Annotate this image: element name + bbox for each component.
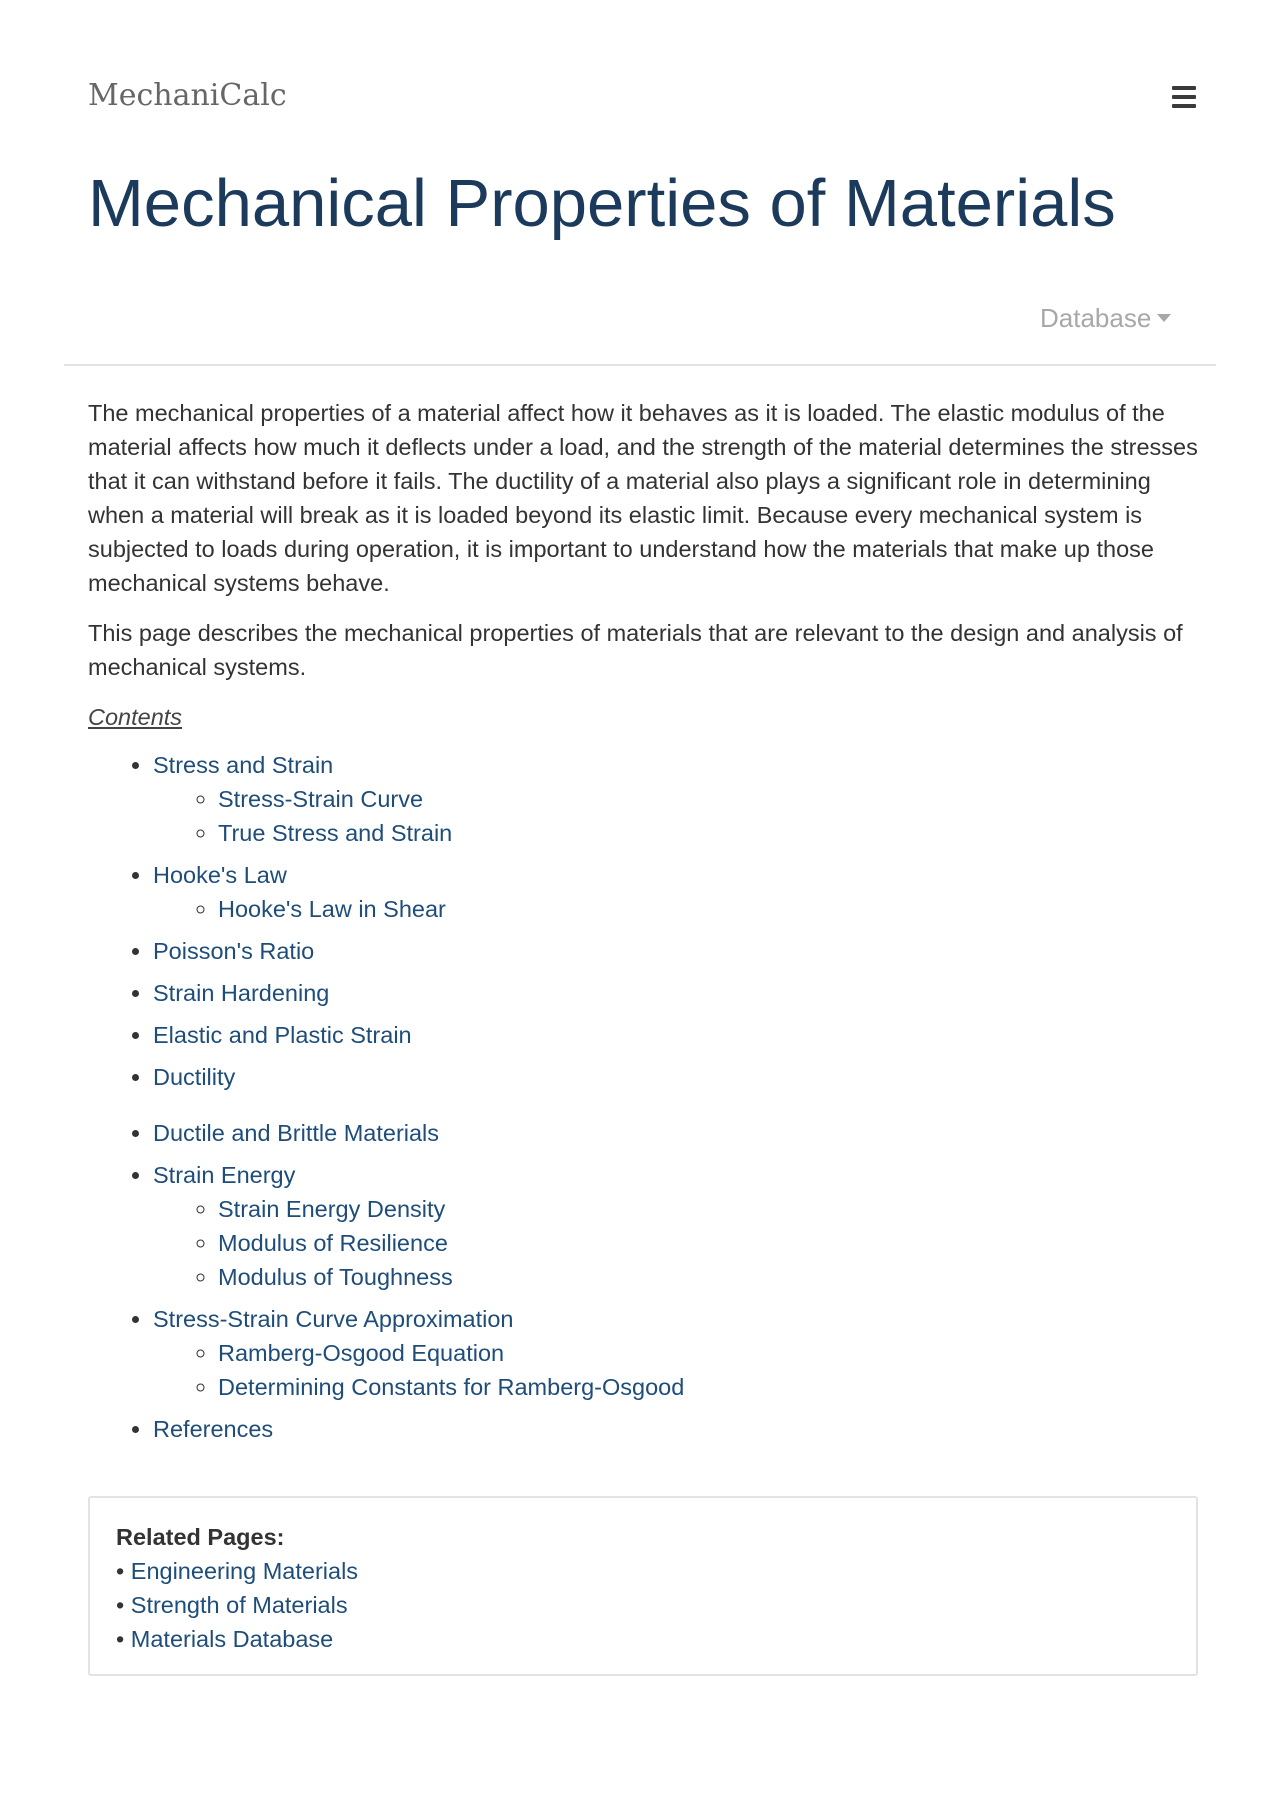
- menu-bar: [1172, 95, 1196, 99]
- toc-link-stress-strain-curve[interactable]: Stress-Strain Curve: [218, 786, 424, 812]
- toc-link-modulus-of-toughness[interactable]: Modulus of Toughness: [218, 1264, 453, 1290]
- toc-link-hookes-law[interactable]: Hooke's Law: [153, 862, 287, 888]
- database-dropdown[interactable]: [1040, 300, 1171, 336]
- toc-subitem: [218, 1370, 1198, 1404]
- caret-down-icon: [1157, 314, 1171, 322]
- related-page-item: [116, 1588, 1170, 1622]
- toc-item: [153, 748, 1198, 850]
- brand-logo[interactable]: MechaniCalc: [88, 78, 287, 113]
- menu-bar: [1172, 86, 1196, 90]
- page-title: Mechanical Properties of Materials: [88, 166, 1116, 241]
- toc-link-strain-energy[interactable]: Strain Energy: [153, 1162, 296, 1188]
- table-of-contents: [88, 748, 1198, 1446]
- toc-link-elastic-and-plastic-strain[interactable]: Elastic and Plastic Strain: [153, 1022, 412, 1048]
- hamburger-menu-icon[interactable]: [1165, 80, 1203, 114]
- toc-sublist: [153, 1336, 1198, 1404]
- toc-item: [153, 1018, 1198, 1052]
- contents-heading: Contents: [88, 704, 183, 730]
- toc-link-strain-hardening[interactable]: Strain Hardening: [153, 980, 330, 1006]
- toc-link-strain-energy-density[interactable]: Strain Energy Density: [218, 1196, 446, 1222]
- toc-link-ductile-and-brittle-materials[interactable]: Ductile and Brittle Materials: [153, 1120, 440, 1146]
- toc-item: [153, 1412, 1198, 1446]
- toc-item: [153, 1116, 1198, 1150]
- related-link-materials-database[interactable]: Materials Database: [130, 1626, 334, 1652]
- toc-link-references[interactable]: References: [153, 1416, 274, 1442]
- toc-subitem: [218, 1260, 1198, 1294]
- related-link-strength-of-materials[interactable]: Strength of Materials: [130, 1592, 348, 1618]
- toc-link-determining-constants-ramberg-osgood[interactable]: Determining Constants for Ramberg-Osgood: [218, 1374, 685, 1400]
- related-page-item: [116, 1554, 1170, 1588]
- toc-item: [153, 1060, 1198, 1094]
- toc-link-stress-and-strain[interactable]: Stress and Strain: [153, 752, 334, 778]
- related-page-item: [116, 1622, 1170, 1656]
- toc-link-ductility[interactable]: Ductility: [153, 1064, 236, 1090]
- toc-subitem: [218, 1336, 1198, 1370]
- toc-item: [153, 976, 1198, 1010]
- menu-bar: [1172, 104, 1196, 108]
- related-link-engineering-materials[interactable]: Engineering Materials: [130, 1558, 359, 1584]
- toc-item: [153, 858, 1198, 926]
- toc-subitem: [218, 892, 1198, 926]
- toc-link-poissons-ratio[interactable]: Poisson's Ratio: [153, 938, 315, 964]
- toc-subitem: [218, 782, 1198, 816]
- database-dropdown-label: Database: [1040, 303, 1152, 333]
- toc-subitem: [218, 816, 1198, 850]
- toc-item: [153, 1302, 1198, 1404]
- toc-item: [153, 934, 1198, 968]
- toc-link-hookes-law-in-shear[interactable]: Hooke's Law in Shear: [218, 896, 446, 922]
- toc-subitem: [218, 1226, 1198, 1260]
- bullet: •: [116, 1626, 125, 1652]
- related-pages-box: [88, 1496, 1198, 1676]
- toc-sublist: [153, 892, 1198, 926]
- intro-paragraph-1: The mechanical properties of a material affect how it behaves as it is loaded. The elastic modulus of the material affects how much it deflects under a load, and the strength of the material determines the stresses that it can withstand before it fails. The ductility of a material also plays a significant role in determining when a material will break as it is loaded beyond its elastic limit. Because every mechanical system is subjected to loads during operation, it is important to understand how the materials that make up those mechanical systems behave.: [88, 400, 1198, 596]
- related-pages-title: Related Pages:: [116, 1524, 285, 1550]
- main-content: [88, 396, 1198, 1454]
- bullet: •: [116, 1592, 125, 1618]
- toc-sublist: [153, 782, 1198, 850]
- toc-sublist: [153, 1192, 1198, 1294]
- header-divider: [64, 364, 1216, 366]
- toc-link-ramberg-osgood-equation[interactable]: Ramberg-Osgood Equation: [218, 1340, 505, 1366]
- toc-link-stress-strain-curve-approximation[interactable]: Stress-Strain Curve Approximation: [153, 1306, 514, 1332]
- bullet: •: [116, 1558, 125, 1584]
- toc-item: [153, 1158, 1198, 1294]
- toc-link-true-stress-and-strain[interactable]: True Stress and Strain: [218, 820, 453, 846]
- toc-link-modulus-of-resilience[interactable]: Modulus of Resilience: [218, 1230, 448, 1256]
- toc-subitem: [218, 1192, 1198, 1226]
- intro-paragraph-2: This page describes the mechanical properties of materials that are relevant to the design and analysis of mechanical systems.: [88, 620, 1183, 680]
